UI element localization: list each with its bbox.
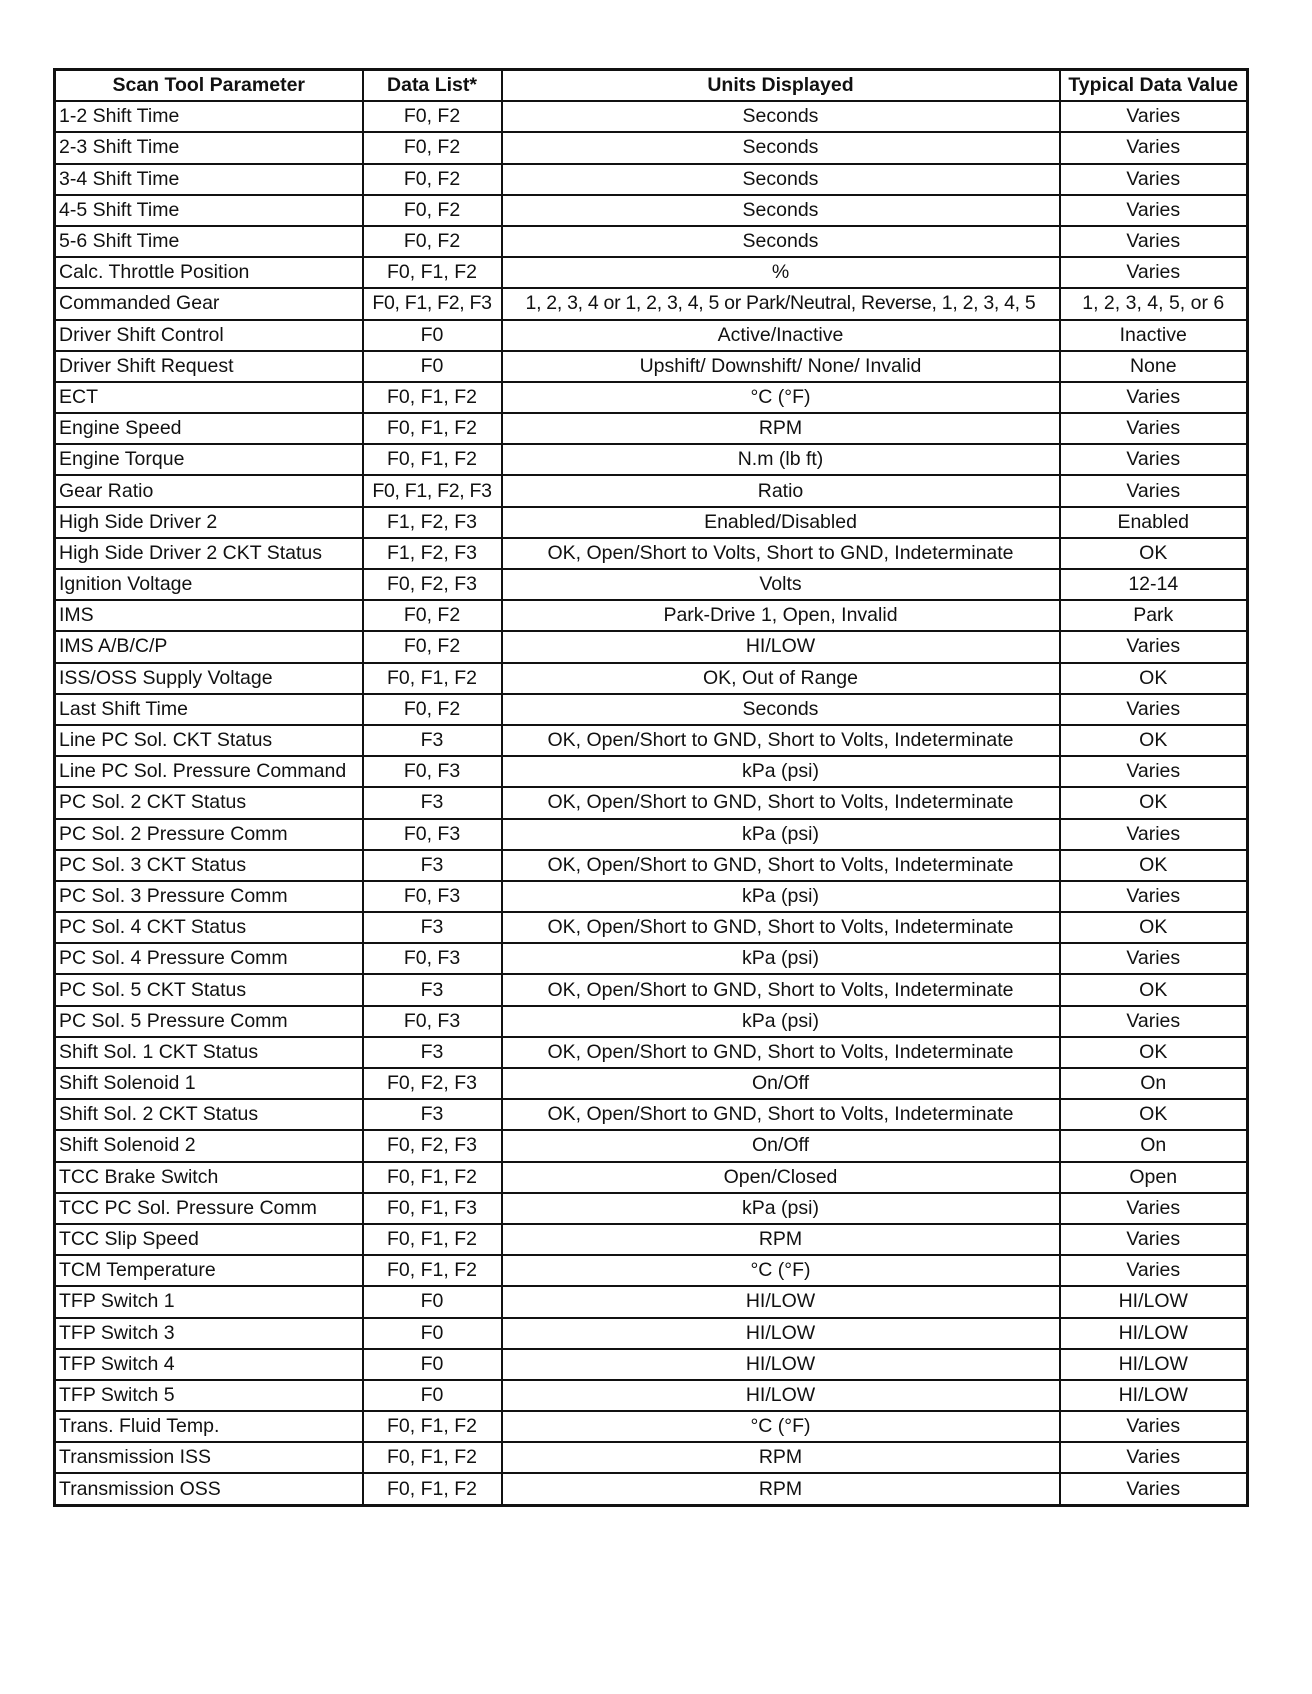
param-cell: 1-2 Shift Time — [55, 101, 363, 132]
units-cell: OK, Open/Short to GND, Short to Volts, Indeterminate — [502, 725, 1060, 756]
units-cell: OK, Open/Short to GND, Short to Volts, Indeterminate — [502, 1099, 1060, 1130]
table-row — [55, 1380, 1248, 1411]
units-cell: Seconds — [502, 226, 1060, 257]
typical-value-cell: Varies — [1060, 164, 1248, 195]
data-list-cell: F0 — [363, 1286, 502, 1317]
units-cell: RPM — [502, 1442, 1060, 1473]
table-row — [55, 974, 1248, 1005]
data-list-cell: F0, F2 — [363, 132, 502, 163]
param-cell: Gear Ratio — [55, 475, 363, 506]
typical-value-cell: OK — [1060, 912, 1248, 943]
units-cell: OK, Open/Short to GND, Short to Volts, Indeterminate — [502, 787, 1060, 818]
units-cell: On/Off — [502, 1068, 1060, 1099]
data-list-cell: F0, F1, F2 — [363, 1473, 502, 1505]
typical-value-cell: Varies — [1060, 1473, 1248, 1505]
units-cell: % — [502, 257, 1060, 288]
typical-value-cell: Varies — [1060, 1193, 1248, 1224]
param-cell: Shift Solenoid 1 — [55, 1068, 363, 1099]
table-row — [55, 569, 1248, 600]
param-cell: Line PC Sol. Pressure Command — [55, 756, 363, 787]
table-row — [55, 1442, 1248, 1473]
typical-value-cell: Varies — [1060, 132, 1248, 163]
param-cell: TFP Switch 3 — [55, 1318, 363, 1349]
typical-value-cell: HI/LOW — [1060, 1318, 1248, 1349]
param-cell: PC Sol. 3 Pressure Comm — [55, 881, 363, 912]
table-row — [55, 943, 1248, 974]
typical-value-cell: Varies — [1060, 881, 1248, 912]
units-cell: OK, Open/Short to GND, Short to Volts, Indeterminate — [502, 912, 1060, 943]
table-row — [55, 1224, 1248, 1255]
data-list-cell: F0, F2 — [363, 226, 502, 257]
typical-value-cell: 12-14 — [1060, 569, 1248, 600]
table-row — [55, 850, 1248, 881]
table-row — [55, 1099, 1248, 1130]
units-cell: OK, Open/Short to GND, Short to Volts, Indeterminate — [502, 1037, 1060, 1068]
typical-value-cell: Enabled — [1060, 507, 1248, 538]
table-row — [55, 787, 1248, 818]
data-list-cell: F0, F1, F3 — [363, 1193, 502, 1224]
data-list-cell: F0 — [363, 1380, 502, 1411]
param-cell: PC Sol. 3 CKT Status — [55, 850, 363, 881]
units-cell: Park-Drive 1, Open, Invalid — [502, 600, 1060, 631]
param-cell: Last Shift Time — [55, 694, 363, 725]
table-row — [55, 1162, 1248, 1193]
data-list-cell: F0, F1, F2 — [363, 1255, 502, 1286]
typical-value-cell: Varies — [1060, 1411, 1248, 1442]
units-cell: kPa (psi) — [502, 1006, 1060, 1037]
units-cell: HI/LOW — [502, 1286, 1060, 1317]
header-row — [55, 70, 1248, 102]
table-row — [55, 351, 1248, 382]
units-cell: kPa (psi) — [502, 819, 1060, 850]
typical-value-cell: Varies — [1060, 1442, 1248, 1473]
data-list-cell: F3 — [363, 974, 502, 1005]
param-cell: PC Sol. 5 Pressure Comm — [55, 1006, 363, 1037]
param-cell: 5-6 Shift Time — [55, 226, 363, 257]
param-cell: TCM Temperature — [55, 1255, 363, 1286]
units-cell: On/Off — [502, 1130, 1060, 1161]
typical-value-cell: 1, 2, 3, 4, 5, or 6 — [1060, 288, 1248, 319]
typical-value-cell: Varies — [1060, 756, 1248, 787]
units-cell: N.m (lb ft) — [502, 444, 1060, 475]
param-cell: Shift Sol. 1 CKT Status — [55, 1037, 363, 1068]
table-row — [55, 195, 1248, 226]
data-list-cell: F0 — [363, 1349, 502, 1380]
typical-value-cell: HI/LOW — [1060, 1286, 1248, 1317]
data-list-cell: F0, F2 — [363, 600, 502, 631]
param-cell: High Side Driver 2 CKT Status — [55, 538, 363, 569]
typical-value-cell: OK — [1060, 538, 1248, 569]
param-cell: Engine Speed — [55, 413, 363, 444]
typical-value-cell: Varies — [1060, 819, 1248, 850]
data-list-cell: F3 — [363, 850, 502, 881]
typical-value-cell: Inactive — [1060, 320, 1248, 351]
typical-value-cell: Park — [1060, 600, 1248, 631]
table-row — [55, 1193, 1248, 1224]
header-units-displayed: Units Displayed — [502, 70, 1060, 102]
param-cell: IMS — [55, 600, 363, 631]
units-cell: HI/LOW — [502, 631, 1060, 662]
header-typical-data-value: Typical Data Value — [1060, 70, 1248, 102]
param-cell: TFP Switch 5 — [55, 1380, 363, 1411]
units-cell: °C (°F) — [502, 382, 1060, 413]
param-cell: PC Sol. 2 CKT Status — [55, 787, 363, 818]
param-cell: 3-4 Shift Time — [55, 164, 363, 195]
table-row — [55, 507, 1248, 538]
typical-value-cell: Varies — [1060, 413, 1248, 444]
param-cell: TCC Brake Switch — [55, 1162, 363, 1193]
table-row — [55, 725, 1248, 756]
data-list-cell: F0, F2 — [363, 195, 502, 226]
param-cell: Driver Shift Control — [55, 320, 363, 351]
table-row — [55, 912, 1248, 943]
typical-value-cell: Varies — [1060, 226, 1248, 257]
units-cell: OK, Open/Short to GND, Short to Volts, Indeterminate — [502, 850, 1060, 881]
table-row — [55, 663, 1248, 694]
typical-value-cell: Varies — [1060, 257, 1248, 288]
units-cell: RPM — [502, 1224, 1060, 1255]
table-row — [55, 1037, 1248, 1068]
units-cell: RPM — [502, 1473, 1060, 1505]
units-cell: HI/LOW — [502, 1380, 1060, 1411]
data-list-cell: F0, F1, F2 — [363, 1224, 502, 1255]
data-list-cell: F0, F3 — [363, 819, 502, 850]
header-data-list: Data List* — [363, 70, 502, 102]
data-list-cell: F0, F2, F3 — [363, 1068, 502, 1099]
param-cell: ISS/OSS Supply Voltage — [55, 663, 363, 694]
typical-value-cell: On — [1060, 1130, 1248, 1161]
units-cell: OK, Out of Range — [502, 663, 1060, 694]
table-row — [55, 1411, 1248, 1442]
units-cell: HI/LOW — [502, 1318, 1060, 1349]
param-cell: TCC PC Sol. Pressure Comm — [55, 1193, 363, 1224]
param-cell: High Side Driver 2 — [55, 507, 363, 538]
units-cell: Enabled/Disabled — [502, 507, 1060, 538]
param-cell: Trans. Fluid Temp. — [55, 1411, 363, 1442]
data-list-cell: F0, F2 — [363, 101, 502, 132]
units-cell: 1, 2, 3, 4 or 1, 2, 3, 4, 5 or Park/Neutral, Reverse, 1, 2, 3, 4, 5 — [502, 288, 1060, 319]
data-list-cell: F0 — [363, 1318, 502, 1349]
typical-value-cell: None — [1060, 351, 1248, 382]
data-list-cell: F3 — [363, 912, 502, 943]
typical-value-cell: Varies — [1060, 195, 1248, 226]
typical-value-cell: Varies — [1060, 444, 1248, 475]
typical-value-cell: Varies — [1060, 382, 1248, 413]
data-list-cell: F0, F1, F2 — [363, 1442, 502, 1473]
typical-value-cell: Varies — [1060, 1255, 1248, 1286]
table-row — [55, 1349, 1248, 1380]
param-cell: Transmission ISS — [55, 1442, 363, 1473]
table-row — [55, 631, 1248, 662]
data-list-cell: F0, F2, F3 — [363, 569, 502, 600]
table-row — [55, 1255, 1248, 1286]
typical-value-cell: Varies — [1060, 1006, 1248, 1037]
typical-value-cell: OK — [1060, 1099, 1248, 1130]
table-row — [55, 1318, 1248, 1349]
param-cell: Shift Solenoid 2 — [55, 1130, 363, 1161]
units-cell: °C (°F) — [502, 1411, 1060, 1442]
units-cell: °C (°F) — [502, 1255, 1060, 1286]
table-header — [55, 70, 1248, 102]
param-cell: Driver Shift Request — [55, 351, 363, 382]
data-list-cell: F0, F1, F2 — [363, 444, 502, 475]
units-cell: RPM — [502, 413, 1060, 444]
typical-value-cell: HI/LOW — [1060, 1349, 1248, 1380]
table-row — [55, 164, 1248, 195]
typical-value-cell: On — [1060, 1068, 1248, 1099]
param-cell: Ignition Voltage — [55, 569, 363, 600]
table-row — [55, 382, 1248, 413]
param-cell: Engine Torque — [55, 444, 363, 475]
typical-value-cell: OK — [1060, 1037, 1248, 1068]
typical-value-cell: Varies — [1060, 631, 1248, 662]
param-cell: 2-3 Shift Time — [55, 132, 363, 163]
table-row — [55, 101, 1248, 132]
typical-value-cell: Varies — [1060, 1224, 1248, 1255]
data-list-cell: F1, F2, F3 — [363, 507, 502, 538]
param-cell: TFP Switch 1 — [55, 1286, 363, 1317]
typical-value-cell: Varies — [1060, 943, 1248, 974]
typical-value-cell: Varies — [1060, 475, 1248, 506]
table-row — [55, 444, 1248, 475]
param-cell: ECT — [55, 382, 363, 413]
table-row — [55, 1473, 1248, 1505]
typical-value-cell: OK — [1060, 663, 1248, 694]
table-row — [55, 881, 1248, 912]
scan-tool-data-table — [53, 68, 1249, 1507]
data-list-cell: F0 — [363, 320, 502, 351]
table-row — [55, 257, 1248, 288]
units-cell: OK, Open/Short to GND, Short to Volts, Indeterminate — [502, 974, 1060, 1005]
units-cell: Open/Closed — [502, 1162, 1060, 1193]
units-cell: Seconds — [502, 694, 1060, 725]
param-cell: TCC Slip Speed — [55, 1224, 363, 1255]
table-body — [55, 101, 1248, 1505]
data-list-cell: F0, F1, F2, F3 — [363, 475, 502, 506]
param-cell: TFP Switch 4 — [55, 1349, 363, 1380]
param-cell: Shift Sol. 2 CKT Status — [55, 1099, 363, 1130]
param-cell: PC Sol. 4 Pressure Comm — [55, 943, 363, 974]
units-cell: Upshift/ Downshift/ None/ Invalid — [502, 351, 1060, 382]
data-list-cell: F0, F3 — [363, 1006, 502, 1037]
typical-value-cell: OK — [1060, 850, 1248, 881]
table-row — [55, 694, 1248, 725]
table-row — [55, 600, 1248, 631]
header-scan-tool-parameter: Scan Tool Parameter — [55, 70, 363, 102]
param-cell: PC Sol. 4 CKT Status — [55, 912, 363, 943]
table-row — [55, 475, 1248, 506]
param-cell: Calc. Throttle Position — [55, 257, 363, 288]
param-cell: Transmission OSS — [55, 1473, 363, 1505]
document-page — [53, 68, 1249, 1507]
table-row — [55, 538, 1248, 569]
param-cell: Line PC Sol. CKT Status — [55, 725, 363, 756]
data-list-cell: F3 — [363, 725, 502, 756]
data-list-cell: F0, F1, F2 — [363, 663, 502, 694]
table-row — [55, 1286, 1248, 1317]
table-row — [55, 819, 1248, 850]
typical-value-cell: OK — [1060, 787, 1248, 818]
table-row — [55, 226, 1248, 257]
table-row — [55, 1068, 1248, 1099]
typical-value-cell: OK — [1060, 974, 1248, 1005]
data-list-cell: F0, F1, F2 — [363, 257, 502, 288]
units-cell: Seconds — [502, 195, 1060, 226]
data-list-cell: F0, F2 — [363, 631, 502, 662]
table-row — [55, 1006, 1248, 1037]
units-cell: Volts — [502, 569, 1060, 600]
data-list-cell: F0, F1, F2, F3 — [363, 288, 502, 319]
table-row — [55, 320, 1248, 351]
data-list-cell: F0 — [363, 351, 502, 382]
data-list-cell: F3 — [363, 787, 502, 818]
units-cell: kPa (psi) — [502, 756, 1060, 787]
units-cell: kPa (psi) — [502, 1193, 1060, 1224]
units-cell: OK, Open/Short to Volts, Short to GND, Indeterminate — [502, 538, 1060, 569]
typical-value-cell: OK — [1060, 725, 1248, 756]
data-list-cell: F0, F1, F2 — [363, 1411, 502, 1442]
units-cell: Seconds — [502, 132, 1060, 163]
units-cell: Ratio — [502, 475, 1060, 506]
param-cell: PC Sol. 2 Pressure Comm — [55, 819, 363, 850]
units-cell: Seconds — [502, 101, 1060, 132]
units-cell: Active/Inactive — [502, 320, 1060, 351]
units-cell: Seconds — [502, 164, 1060, 195]
typical-value-cell: HI/LOW — [1060, 1380, 1248, 1411]
data-list-cell: F0, F2, F3 — [363, 1130, 502, 1161]
data-list-cell: F0, F3 — [363, 881, 502, 912]
typical-value-cell: Varies — [1060, 101, 1248, 132]
units-cell: kPa (psi) — [502, 881, 1060, 912]
data-list-cell: F0, F3 — [363, 943, 502, 974]
units-cell: kPa (psi) — [502, 943, 1060, 974]
typical-value-cell: Open — [1060, 1162, 1248, 1193]
table-row — [55, 413, 1248, 444]
units-cell: HI/LOW — [502, 1349, 1060, 1380]
data-list-cell: F1, F2, F3 — [363, 538, 502, 569]
table-row — [55, 288, 1248, 319]
param-cell: IMS A/B/C/P — [55, 631, 363, 662]
table-row — [55, 756, 1248, 787]
table-row — [55, 1130, 1248, 1161]
data-list-cell: F3 — [363, 1037, 502, 1068]
typical-value-cell: Varies — [1060, 694, 1248, 725]
data-list-cell: F0, F1, F2 — [363, 382, 502, 413]
data-list-cell: F0, F1, F2 — [363, 1162, 502, 1193]
param-cell: Commanded Gear — [55, 288, 363, 319]
data-list-cell: F0, F2 — [363, 694, 502, 725]
data-list-cell: F0, F3 — [363, 756, 502, 787]
param-cell: PC Sol. 5 CKT Status — [55, 974, 363, 1005]
table-row — [55, 132, 1248, 163]
data-list-cell: F0, F1, F2 — [363, 413, 502, 444]
data-list-cell: F3 — [363, 1099, 502, 1130]
data-list-cell: F0, F2 — [363, 164, 502, 195]
param-cell: 4-5 Shift Time — [55, 195, 363, 226]
